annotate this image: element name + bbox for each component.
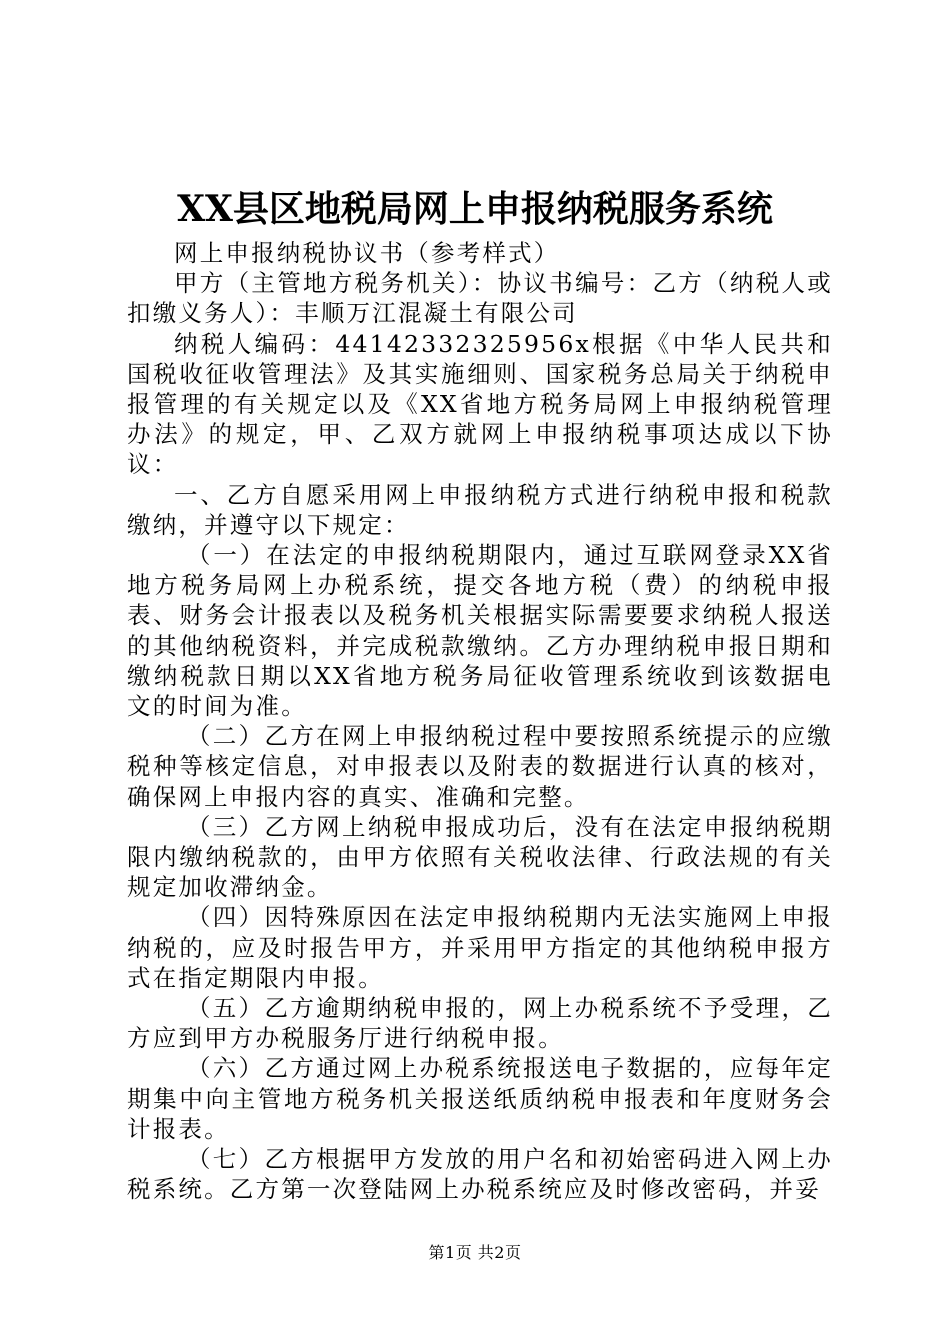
paragraph-clause-1: （一）在法定的申报纳税期限内，通过互联网登录XX省地方税务局网上办税系统，提交各地方税（费）的纳税申报表、财务会计报表以及税务机关根据实际需要要求纳税人报送的其他纳税资料，并完成税款缴纳。乙方办理纳税申报日期和缴纳税款日期以XX省地方税务局征收管理系统收到该数据电文的时间为准。 [127, 541, 833, 721]
paragraph-clause-2: （二）乙方在网上申报纳税过程中要按照系统提示的应缴税种等核定信息，对申报表以及附表的数据进行认真的核对，确保网上申报内容的真实、准确和完整。 [127, 722, 833, 811]
paragraph-taxpayer-code: 纳税人编码：44142332325956x根据《中华人民共和国税收征收管理法》及其实施细则、国家税务总局关于纳税申报管理的有关规定以及《XX省地方税务局网上申报纳税管理办法》的规定，甲、乙双方就网上申报纳税事项达成以下协议： [127, 329, 833, 479]
document-title: XX县区地税局网上申报纳税服务系统 [177, 188, 773, 230]
paragraph-clause-5: （五）乙方逾期纳税申报的，网上办税系统不予受理，乙方应到甲方办税服务厅进行纳税申报。 [127, 994, 833, 1053]
page-number-footer: 第1页 共2页 [428, 1243, 522, 1262]
paragraph-section-one: 一、乙方自愿采用网上申报纳税方式进行纳税申报和税款缴纳，并遵守以下规定： [127, 480, 833, 539]
paragraph-clause-7: （七）乙方根据甲方发放的用户名和初始密码进入网上办税系统。乙方第一次登陆网上办税系统应及时修改密码，并妥 [127, 1145, 833, 1204]
paragraph-clause-4: （四）因特殊原因在法定申报纳税期内无法实施网上申报纳税的，应及时报告甲方，并采用甲方指定的其他纳税申报方式在指定期限内申报。 [127, 903, 833, 992]
paragraph-agreement-heading: 网上申报纳税协议书（参考样式） [174, 239, 560, 267]
paragraph-parties: 甲方（主管地方税务机关）：协议书编号：乙方（纳税人或扣缴义务人）：丰顺万江混凝土有限公司 [127, 269, 833, 328]
paragraph-clause-6: （六）乙方通过网上办税系统报送电子数据的，应每年定期集中向主管地方税务机关报送纸质纳税申报表和年度财务会计报表。 [127, 1054, 833, 1143]
document-body [127, 238, 833, 1205]
paragraph-clause-3: （三）乙方网上纳税申报成功后，没有在法定申报纳税期限内缴纳税款的，由甲方依照有关税收法律、行政法规的有关规定加收滞纳金。 [127, 812, 833, 902]
